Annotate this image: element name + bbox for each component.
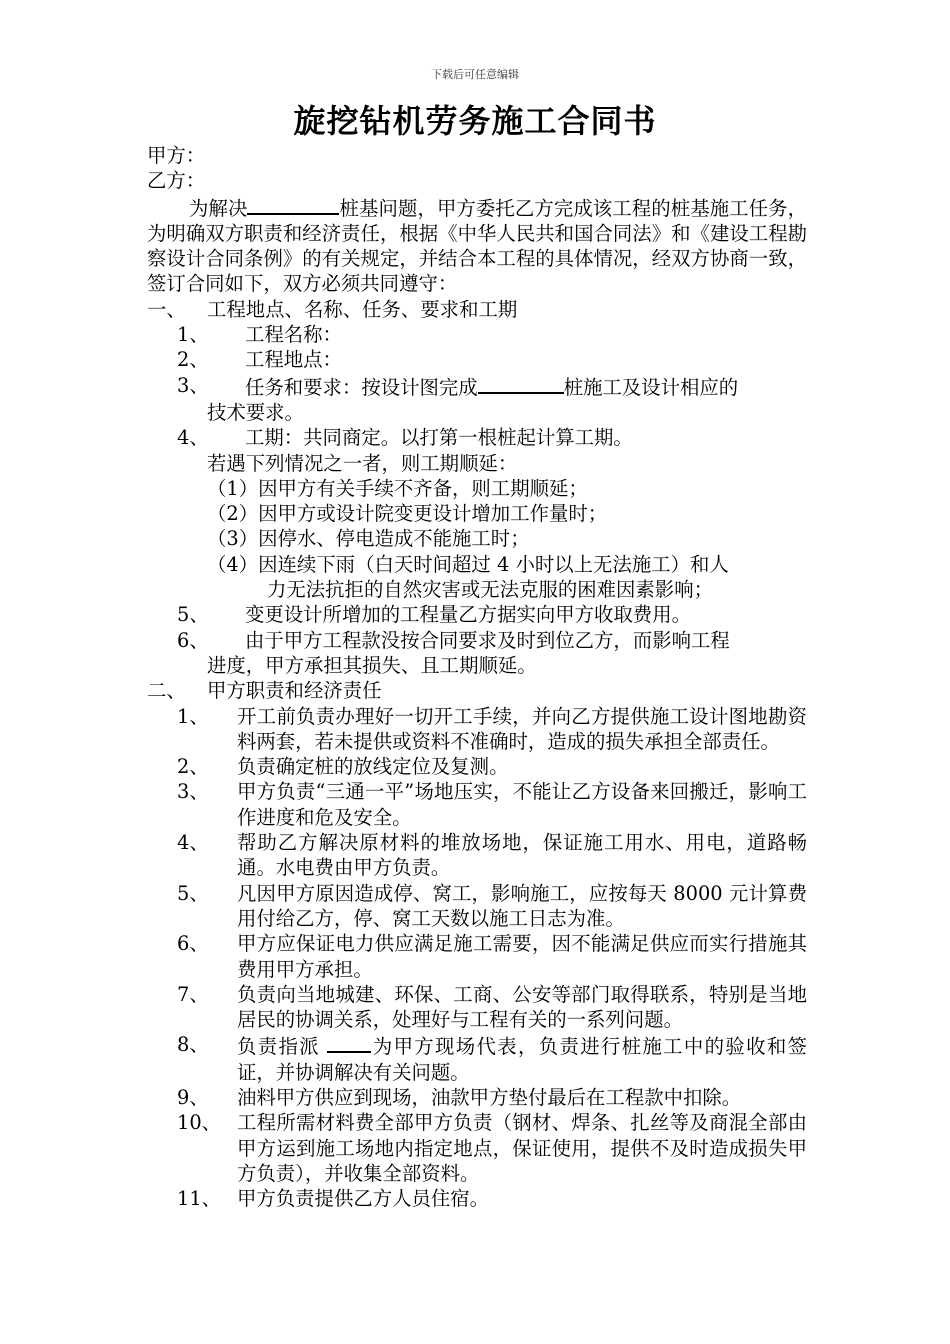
item-continuation: 进度，甲方承担其损失、且工期顺延。: [207, 653, 537, 677]
document-title: 旋挖钻机劳务施工合同书: [293, 102, 657, 140]
list-item: [147, 373, 807, 400]
item-text: 工程所需材料费全部甲方负责（钢材、焊条、扎丝等及商混全部由甲方运到施工场地内指定地点，保证使用，提供不及时造成损失甲方负责），并收集全部资料。: [237, 1111, 807, 1185]
item-number: 5、: [177, 881, 209, 905]
item-number: 8、: [177, 1033, 209, 1057]
section-title: 甲方职责和经济责任: [207, 679, 382, 703]
delay-item: （4）因连续下雨（白天时间超过 4 小时以上无法施工）和人: [207, 552, 729, 576]
list-item: [147, 628, 807, 653]
delay-intro: 若遇下列情况之一者，则工期顺延：: [207, 451, 518, 475]
item-number: 6、: [177, 932, 209, 956]
intro-before: 为解决: [189, 196, 248, 220]
item-continuation: 技术要求。: [207, 400, 304, 424]
item-number: 3、: [177, 780, 209, 804]
list-item: [147, 931, 807, 982]
item-text: 凡因甲方原因造成停、窝工，影响施工，应按每天 8000 元计算费用付给乙方，停、窝工天数以施工日志为准。: [237, 881, 807, 930]
item-text-after: 桩施工及设计相应的: [563, 375, 739, 399]
item-text: 油料甲方供应到现场，油款甲方垫付最后在工程款中扣除。: [237, 1085, 742, 1109]
delay-item: （3）因停水、停电造成不能施工时；: [207, 527, 530, 551]
item-number: 11、: [177, 1187, 222, 1211]
list-item: [147, 1032, 807, 1085]
item-text: 开工前负责办理好一切开工手续，并向乙方提供施工设计图地勘资料两套，若未提供或资料不准确时，造成的损失承担全部责任。: [237, 704, 807, 753]
list-item: [147, 779, 807, 830]
page-header: 下载后可任意编辑: [431, 68, 519, 81]
list-item: [147, 1186, 807, 1211]
item-number: 4、: [177, 426, 209, 450]
item-number: 1、: [177, 323, 209, 347]
item-text: 甲方应保证电力供应满足施工需要，因不能满足供应而实行措施其费用甲方承担。: [237, 932, 807, 981]
project-name-blank: [247, 194, 339, 215]
list-item: [147, 704, 807, 755]
item-text: 由于甲方工程款没按合同要求及时到位乙方，而影响工程: [245, 628, 730, 652]
delay-item: （1）因甲方有关手续不齐备，则工期顺延；: [207, 476, 588, 500]
item-number: 3、: [177, 373, 209, 397]
item-text: 工期：共同商定。以打第一根桩起计算工期。: [245, 426, 633, 450]
list-item: [147, 1110, 807, 1186]
list-item: [147, 322, 807, 347]
list-item: [147, 830, 807, 881]
item-text: 甲方负责“三通一平”场地压实，不能让乙方设备来回搬迁，影响工作进度和危及安全。: [237, 780, 807, 829]
item-text-before: 任务和要求：按设计图完成: [245, 375, 478, 399]
list-item: [147, 754, 807, 779]
section-number: 一、: [147, 297, 186, 321]
item-number: 6、: [177, 628, 209, 652]
list-item: [147, 347, 807, 372]
item-text: [245, 373, 807, 400]
item-text-before: 负责指派: [237, 1035, 320, 1059]
list-item: [147, 982, 807, 1033]
item-number: 2、: [177, 348, 209, 372]
list-item: [147, 1085, 807, 1110]
section-2-heading: [147, 678, 807, 703]
party-b-line: 乙方：: [147, 169, 206, 193]
item-text: 帮助乙方解决原材料的堆放场地，保证施工用水、用电，道路畅通。水电费由甲方负责。: [237, 831, 807, 880]
item-number: 9、: [177, 1085, 209, 1109]
item-text: [237, 1032, 807, 1085]
item-number: 2、: [177, 755, 209, 779]
intro-paragraph: [147, 194, 807, 297]
pile-type-blank: [478, 373, 564, 394]
party-a-line: 甲方：: [147, 144, 206, 167]
item-text: 变更设计所增加的工程量乙方据实向甲方收取费用。: [245, 603, 691, 627]
representative-blank: [327, 1032, 371, 1053]
list-item: [147, 425, 807, 450]
list-item: [147, 881, 807, 932]
item-number: 5、: [177, 603, 209, 627]
item-text: 工程名称：: [245, 323, 342, 347]
item-text: 负责确定桩的放线定位及复测。: [237, 755, 509, 779]
item-text-after: 为甲方现场代表，负责进行桩施工中的验收和签证，并协调解决有关问题。: [237, 1035, 808, 1084]
delay-item: （2）因甲方或设计院变更设计增加工作量时；: [207, 502, 608, 526]
item-text: 甲方负责提供乙方人员住宿。: [237, 1187, 490, 1211]
intro-after: 桩基问题，甲方委托乙方完成该工程的桩基施工任务，为明确双方职责和经济责任，根据《中华人民共和国合同法》和《建设工程勘察设计合同条例》的有关规定，并结合本工程的具体情况，经双方协商一致，签订合同如下，双方必须共同遵守：: [147, 196, 808, 296]
list-item: [147, 602, 807, 627]
item-number: 1、: [177, 704, 209, 728]
item-number: 10、: [177, 1111, 222, 1135]
item-text: 负责向当地城建、环保、工商、公安等部门取得联系，特别是当地居民的协调关系，处理好与工程有关的一系列问题。: [237, 982, 807, 1032]
section-number: 二、: [147, 679, 186, 703]
section-title: 工程地点、名称、任务、要求和工期: [207, 297, 518, 321]
contract-body: [147, 143, 807, 1211]
section-1-heading: [147, 297, 807, 322]
item-number: 4、: [177, 831, 209, 855]
delay-item-continuation: 力无法抗拒的自然灾害或无法克服的困难因素影响；: [267, 578, 713, 602]
item-number: 7、: [177, 982, 209, 1006]
item-text: 工程地点：: [245, 348, 342, 372]
